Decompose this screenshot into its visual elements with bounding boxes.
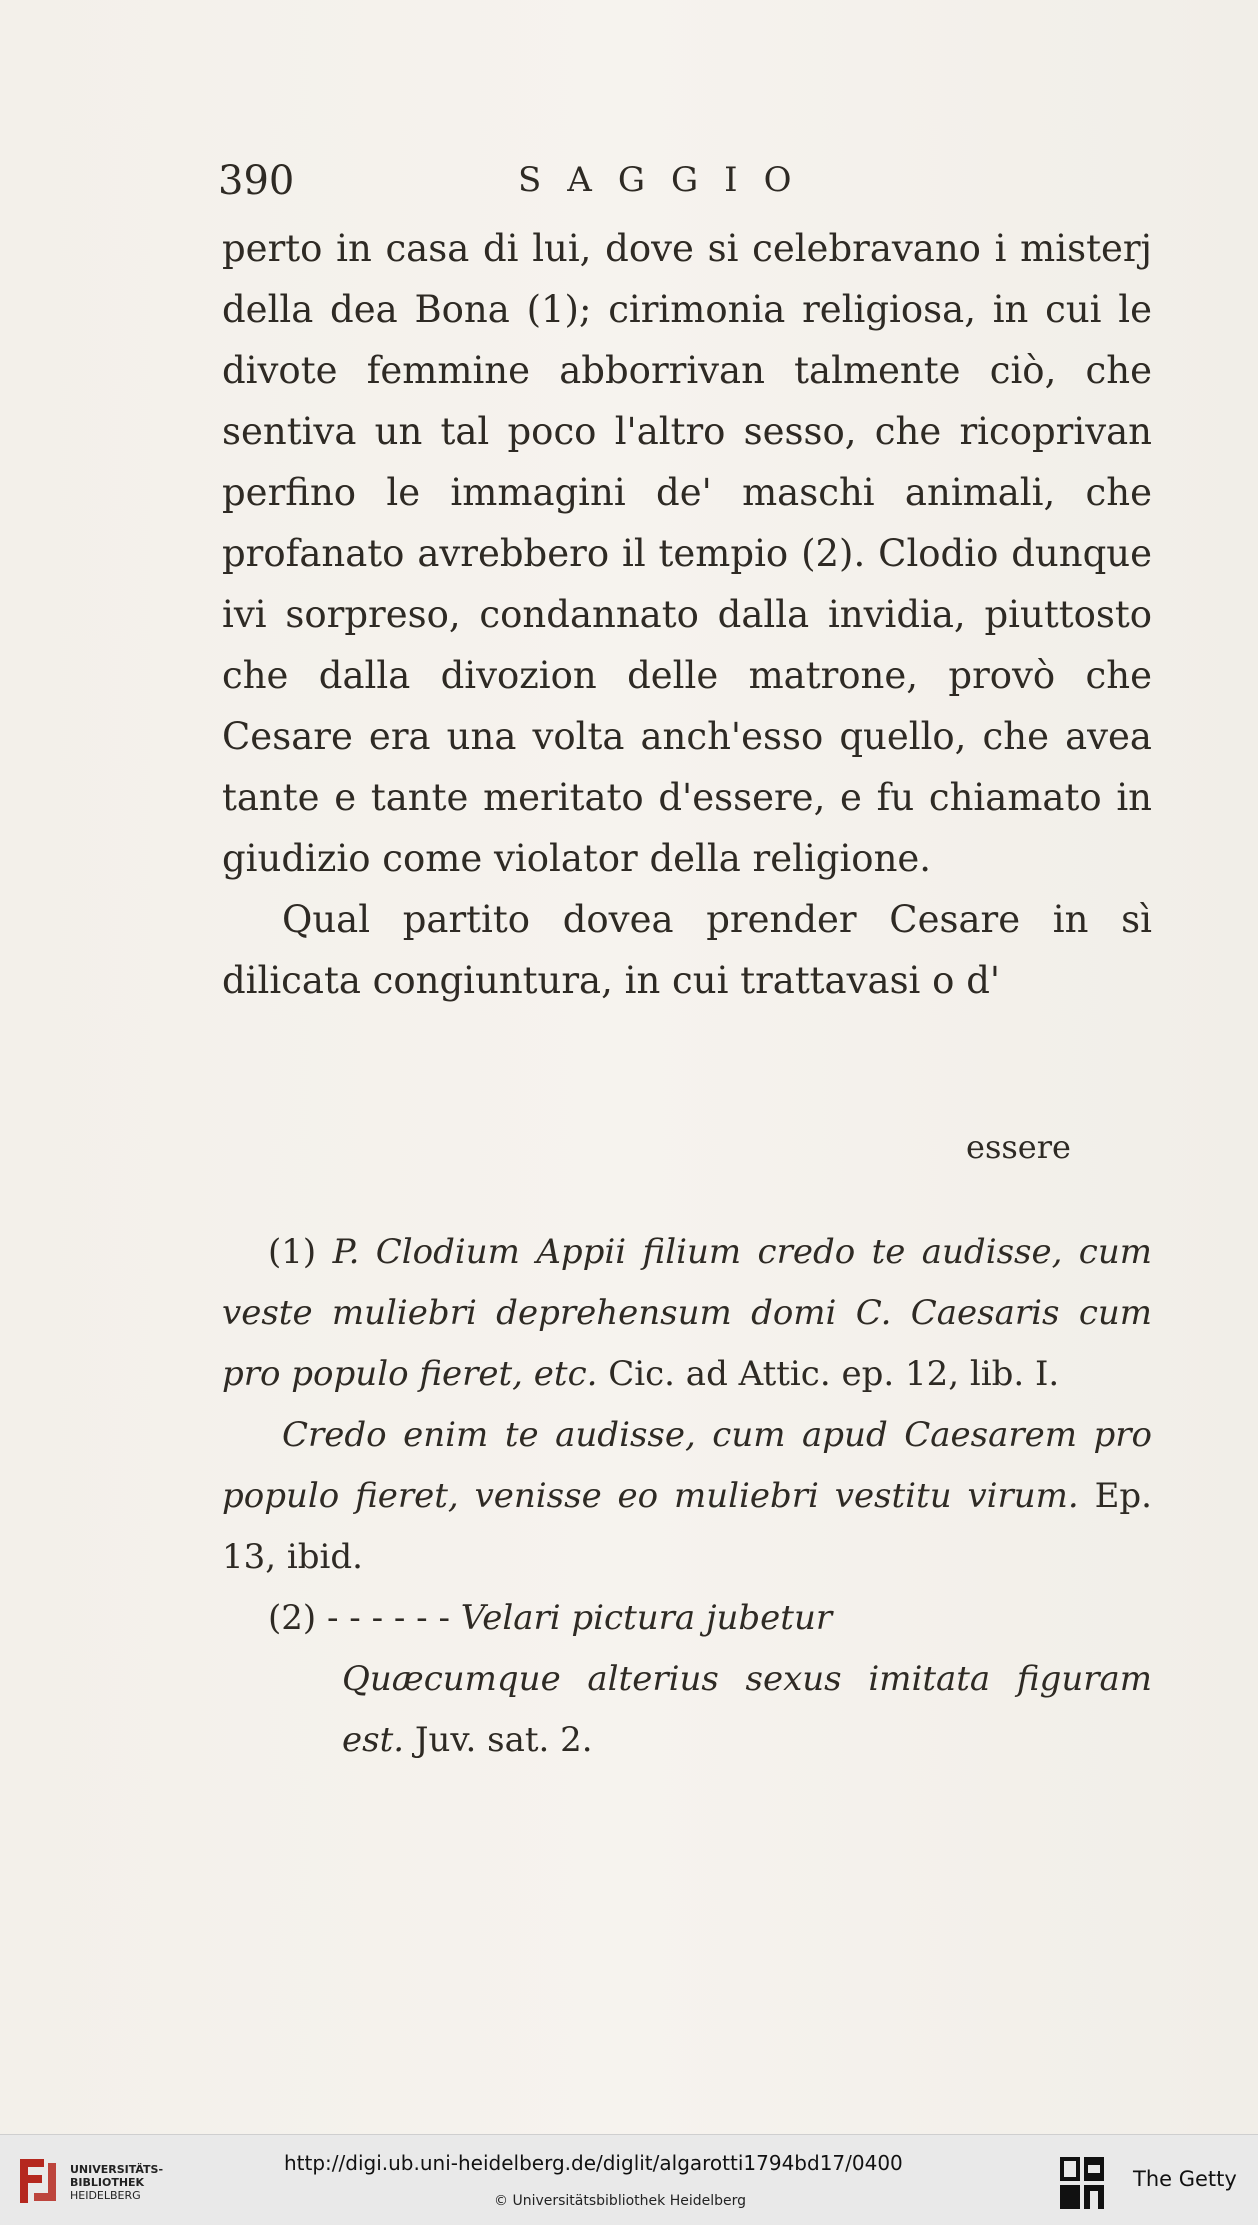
viewer-footer <box>0 2134 1258 2225</box>
copyright-notice: © Universitätsbibliothek Heidelberg <box>494 2193 747 2209</box>
catchword: essere <box>966 1128 1071 1166</box>
permalink-url[interactable]: http://digi.ub.uni-heidelberg.de/diglit/algarotti1794bd17/0400 <box>284 2151 903 2175</box>
page-number: 390 <box>218 158 295 204</box>
footnote-2-dashes: - - - - - - <box>326 1598 450 1638</box>
footnote-2-reference: Juv. sat. 2. <box>414 1720 593 1760</box>
footnote-1-reference: Cic. ad Attic. ep. 12, lib. I. <box>608 1354 1060 1394</box>
footnote-1b-quote: Credo enim te audisse, cum apud Caesarem pro populo fieret, venisse eo muliebri vestitu virum. <box>222 1415 1152 1516</box>
footnote-1-quote: P. Clodium Appii filium credo te audisse, cum veste muliebri deprehensum domi C. Caesaris cum pro populo fieret, etc. <box>222 1232 1152 1394</box>
footnote-1-marker: (1) <box>268 1232 317 1272</box>
footnote-2-verse-2: Quæcumque alterius sexus imitata figuram est. <box>342 1659 1152 1760</box>
footnote-1b <box>222 1405 1152 1588</box>
footnote-2-marker: (2) <box>268 1598 317 1638</box>
footnote-1 <box>222 1222 1152 1405</box>
page-header <box>218 158 1158 214</box>
footnote-2 <box>222 1588 1152 1649</box>
library-name-line-3: HEIDELBERG <box>70 2189 141 2202</box>
library-name-line-2: BIBLIOTHEK <box>70 2176 145 2189</box>
heidelberg-library-logo[interactable] <box>14 2153 174 2209</box>
paragraph-1: perto in casa di lui, dove si celebravano i misterj della dea Bona (1); cirimonia religiosa, in cui le divote femmine abborrivan talmente ciò, che sentiva un tal poco l'altro sesso, che ricoprivan perfino le immagini de' maschi animali, che profanato avrebbero il tempio (2). Clodio dunque ivi sorpreso, condannato dalla invidia, piuttosto che dalla divozion delle matrone, provò che Cesare era una volta anch'esso quello, che avea tante e tante meritato d'essere, e fu chiamato in giudizio come violator della religione. <box>222 227 1152 880</box>
footnote-2-verse-1: Velari pictura jubetur <box>460 1598 833 1638</box>
main-text <box>222 218 1152 1011</box>
paragraph-2: Qual partito dovea prender Cesare in sì dilicata congiuntura, in cui trattavasi o d' <box>222 898 1152 1002</box>
running-title: SAGGIO <box>518 160 818 200</box>
footnotes <box>222 1222 1152 1771</box>
footnote-2-line-2 <box>222 1649 1152 1771</box>
library-name <box>70 2163 163 2202</box>
getty-logo-icon[interactable] <box>1058 2155 1108 2211</box>
getty-label: The Getty <box>1133 2167 1237 2191</box>
library-name-line-1: UNIVERSITÄTS- <box>70 2163 164 2176</box>
library-logo-icon <box>14 2153 62 2209</box>
footnote-1b-reference: Ep. 13, ibid. <box>222 1476 1152 1577</box>
